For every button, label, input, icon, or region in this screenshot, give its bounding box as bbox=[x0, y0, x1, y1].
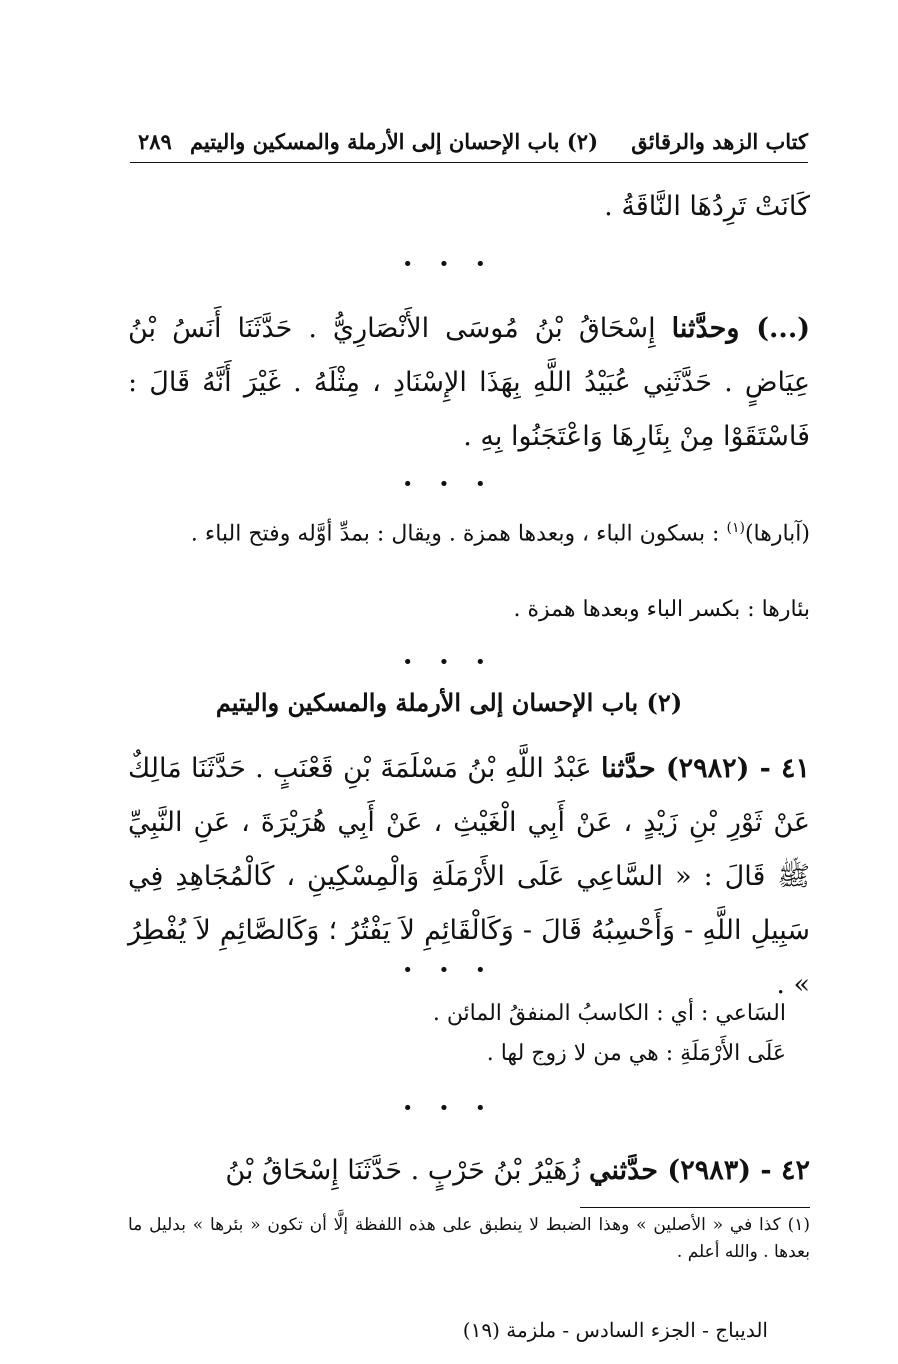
separator-3: • • • bbox=[402, 652, 496, 673]
footnote: (١) كذا في « الأصلين » وهذا الضبط لا ينطبق على هذه اللفظة إلَّا أن تكون « بئرها » بدليل ما بعدها . والله أعلم . bbox=[128, 1215, 810, 1262]
hadith-variant-lead: (...) وحدَّثنا bbox=[671, 313, 810, 344]
hadith-42-text: زُهَيْرُ بْنُ حَرْبٍ . حَدَّثَنَا إِسْحَاقُ بْنُ bbox=[225, 1155, 581, 1186]
gloss-armala: عَلَى الأَرْمَلَةِ : هي من لا زوج لها . bbox=[486, 1041, 786, 1066]
hadith-variant-text: إِسْحَاقُ بْنُ مُوسَى الأَنْصَارِيُّ . حَدَّثَنَا أَنَسُ بْنُ عِيَاضٍ . حَدَّثَنِي عُبَيْدُ اللَّهِ بِهَذَا الإِسْنَادِ ، مِثْلَهُ . غَيْرَ أَنَّهُ قَالَ : فَاسْتَقَوْا مِنْ بِئَارِهَا وَاعْتَجَنُوا بِهِ . bbox=[128, 313, 810, 452]
note-biarha: بئارها : بكسر الباء وبعدها همزة . bbox=[513, 597, 810, 622]
page-number: ٢٨٩ bbox=[138, 129, 172, 154]
note-abarha bbox=[128, 508, 810, 554]
paragraph-hadith-variant bbox=[128, 302, 810, 464]
footnote-ref: (١) bbox=[726, 520, 745, 536]
separator-4: • • • bbox=[402, 960, 496, 981]
separator-2: • • • bbox=[402, 474, 496, 495]
chapter-title: (٢) باب الإحسان إلى الأرملة والمسكين واليتيم bbox=[189, 129, 598, 154]
gloss-saai: السَاعي : أي : الكاسبُ المنفقُ المائن . bbox=[432, 1001, 786, 1026]
hadith-41-text: عَبْدُ اللَّهِ بْنُ مَسْلَمَةَ بْنِ قَعْنَبٍ . حَدَّثَنَا مَالِكٌ عَنْ ثَوْرِ بْنِ زَيْدٍ ، عَنْ أَبِي الْغَيْثِ ، عَنْ أَبِي هُرَيْرَةَ ، عَنِ النَّبِيِّ ﷺ قَالَ : « السَّاعِي عَلَى الأَرْمَلَةِ وَالْمِسْكِينِ ، كَالْمُجَاهِدِ فِي سَبِيلِ اللَّهِ - وَأَحْسِبُهُ قَالَ - وَكَالْقَائِمِ لاَ يَفْتُرُ ؛ وَكَالصَّائِمِ لاَ يُفْطِرُ » . bbox=[128, 753, 810, 1000]
hadith-42-lead: ٤٢ - (٢٩٨٣) حدَّثني bbox=[588, 1155, 810, 1186]
hadith-41-lead: ٤١ - (٢٩٨٢) حدَّثنا bbox=[600, 753, 810, 784]
running-header bbox=[130, 122, 808, 163]
printer-signature: الديباج - الجزء السادس - ملزمة (١٩) bbox=[462, 1318, 768, 1342]
note-text: : بسكون الباء ، وبعدها همزة . ويقال : بمدِّ أوَّله وفتح الباء . bbox=[190, 521, 720, 547]
footnote-rule bbox=[580, 1207, 810, 1208]
book-title: كتاب الزهد والرقائق bbox=[631, 129, 808, 154]
separator-1: • • • bbox=[402, 254, 496, 275]
hadith-42 bbox=[128, 1144, 810, 1198]
section-title: (٢) باب الإحسان إلى الأرملة والمسكين واليتيم bbox=[215, 688, 683, 717]
separator-5: • • • bbox=[402, 1098, 496, 1119]
note-term: (آبارها) bbox=[744, 521, 810, 547]
paragraph-continuation: كَانَتْ تَرِدُهَا النَّاقَةُ . bbox=[604, 191, 810, 222]
